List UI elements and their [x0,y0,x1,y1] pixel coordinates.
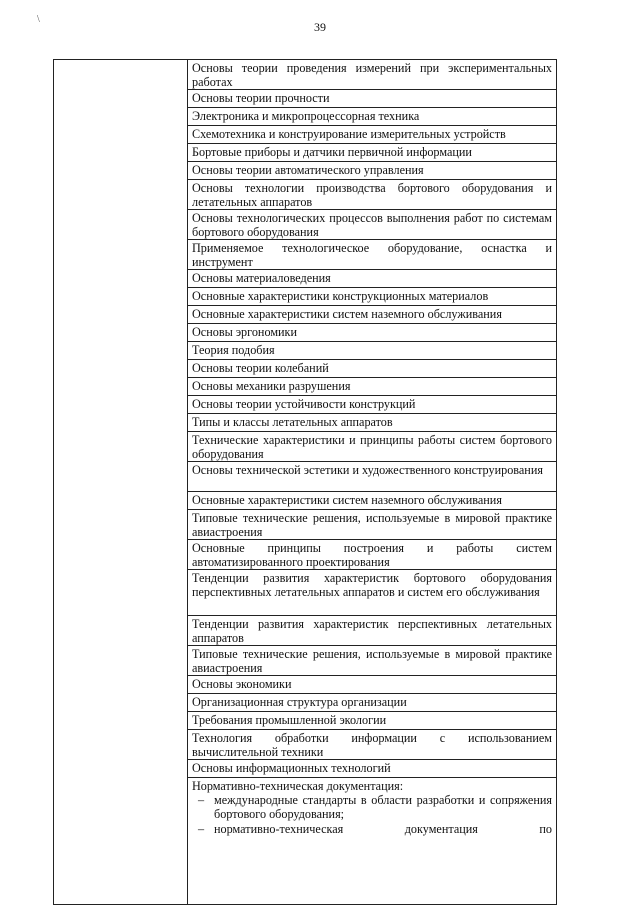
list-item-text: нормативно-техническая документация по [214,821,552,836]
table-row: Основы технической эстетики и художественного конструирования [188,462,556,492]
table-row: Основы эргономики [188,324,556,342]
table-row: Применяемое технологическое оборудование, оснастка и инструмент [188,240,556,270]
table-row: Основные характеристики систем наземного обслуживания [188,492,556,510]
table-row: Основные характеристики конструкционных материалов [188,288,556,306]
list-item [192,793,552,821]
table-row: Бортовые приборы и датчики первичной информации [188,144,556,162]
table-row: Основные характеристики систем наземного обслуживания [188,306,556,324]
table-left-column [54,60,188,905]
table-row: Технология обработки информации с использованием вычислительной техники [188,730,556,760]
knowledge-list [188,60,556,778]
corner-mark: \ [37,14,40,25]
requirements-table [53,59,557,905]
final-block-heading: Нормативно-техническая документация: [192,779,404,793]
table-row: Основы теории прочности [188,90,556,108]
page-number: 39 [314,20,326,34]
final-block [188,778,556,837]
table-row: Основы экономики [188,676,556,694]
table-row: Основы теории устойчивости конструкций [188,396,556,414]
list-item-text: международные стандарты в области разработки и сопряжения бортового оборудования; [214,793,552,822]
table-row: Основные принципы построения и работы систем автоматизированного проектирования [188,540,556,570]
dash-marker: – [198,793,205,808]
table-row: Теория подобия [188,342,556,360]
table-row: Электроника и микропроцессорная техника [188,108,556,126]
table-row: Основы технологии производства бортового оборудования и летательных аппаратов [188,180,556,210]
table-row: Основы информационных технологий [188,760,556,778]
table-right-column [188,60,557,905]
table-row: Требования промышленной экологии [188,712,556,730]
table-row: Схемотехника и конструирование измерительных устройств [188,126,556,144]
table-row: Основы механики разрушения [188,378,556,396]
table-row: Основы технологических процессов выполнения работ по системам бортового оборудования [188,210,556,240]
table-row: Организационная структура организации [188,694,556,712]
table-row: Технические характеристики и принципы работы систем бортового оборудования [188,432,556,462]
table-row: Основы теории колебаний [188,360,556,378]
table-row: Основы материаловедения [188,270,556,288]
table-row: Основы теории автоматического управления [188,162,556,180]
table-row: Тенденции развития характеристик перспективных летательных аппаратов [188,616,556,646]
final-block-list [192,793,552,836]
table-row: Тенденции развития характеристик бортового оборудования перспективных летательных аппаратов и систем его обслуживания [188,570,556,616]
table-row: Основы теории проведения измерений при экспериментальных работах [188,60,556,90]
dash-marker: – [198,821,205,836]
table-row: Типовые технические решения, используемые в мировой практике авиастроения [188,646,556,676]
table-row: Типовые технические решения, используемые в мировой практике авиастроения [188,510,556,540]
table-row: Типы и классы летательных аппаратов [188,414,556,432]
list-item [192,822,552,836]
